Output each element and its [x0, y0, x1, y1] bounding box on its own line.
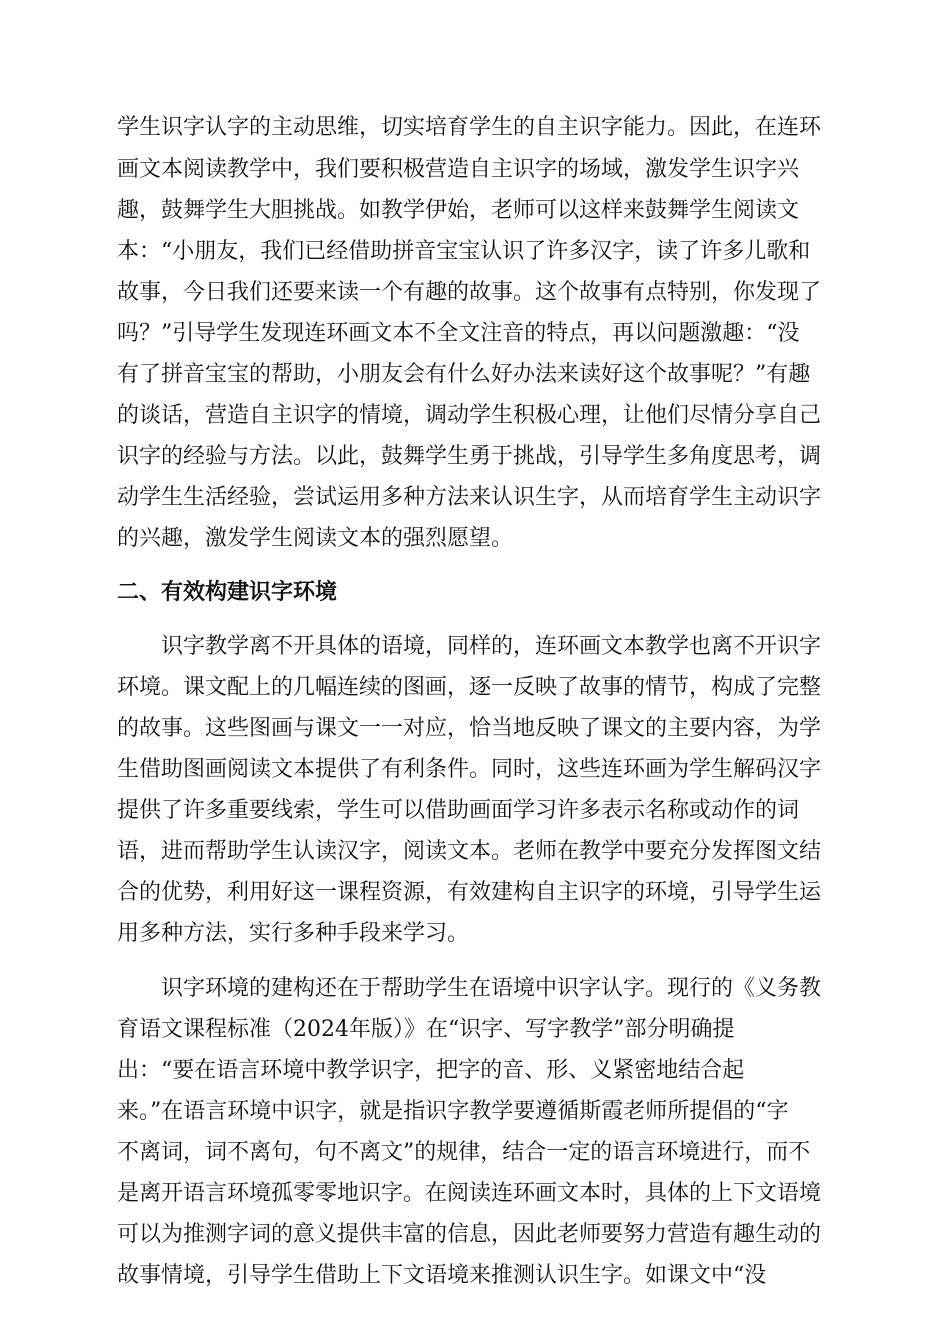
- text-line: 语，进而帮助学生认读汉字，阅读文本。老师在教学中要充分发挥图文结: [117, 839, 822, 864]
- text-line: 识字环境的建构还在于帮助学生在语境中识字认字。现行的《义务教: [161, 976, 822, 1001]
- text-line: 的谈话，营造自主识字的情境，调动学生积极心理，让他们尽情分享自己: [117, 403, 822, 428]
- text-line: 生借助图画阅读文本提供了有利条件。同时，这些连环画为学生解码汉字: [117, 757, 822, 782]
- text-line: 学生识字认字的主动思维，切实培育学生的自主识字能力。因此，在连环: [117, 115, 822, 140]
- text-line: 出：“要在语言环境中教学识字，把字的音、形、义紧密地结合起: [117, 1058, 745, 1083]
- text-line: 趣，鼓舞学生大胆挑战。如教学伊始，老师可以这样来鼓舞学生阅读文: [117, 198, 800, 223]
- text-line: 可以为推测字词的意义提供丰富的信息，因此老师要努力营造有趣生动的: [117, 1222, 822, 1247]
- text-line: 故事，今日我们还要来读一个有趣的故事。这个故事有点特别，你发现了: [117, 280, 822, 305]
- text-line: 不离词，词不离句，句不离文”的规律，结合一定的语言环境进行，而不: [117, 1140, 811, 1165]
- text-line: 本：“小朋友，我们已经借助拼音宝宝认识了许多汉字，读了许多儿歌和: [117, 239, 811, 264]
- text-line: 育语文课程标准（2024年版）》在“识字、写字教学”部分明确提: [117, 1017, 735, 1042]
- text-line: 用多种方法，实行多种手段来学习。: [117, 921, 470, 946]
- text-line: 识字的经验与方法。以此，鼓舞学生勇于挑战，引导学生多角度思考，调: [117, 444, 822, 469]
- text-line: 是离开语言环境孤零零地识字。在阅读连环画文本时，具体的上下文语境: [117, 1181, 822, 1206]
- text-line: 提供了许多重要线索，学生可以借助画面学习许多表示名称或动作的词: [117, 798, 800, 823]
- text-line: 识字教学离不开具体的语境，同样的，连环画文本教学也离不开识字: [161, 634, 822, 659]
- text-line: 有了拼音宝宝的帮助，小朋友会有什么好办法来读好这个故事呢？”有趣: [117, 362, 811, 387]
- text-line: 动学生生活经验，尝试运用多种方法来认识生字，从而培育学生主动识字: [117, 485, 822, 510]
- text-line: 的兴趣，激发学生阅读文本的强烈愿望。: [117, 526, 514, 551]
- text-line: 来。”在语言环境中识字，就是指识字教学要遵循斯霞老师所提倡的“字: [117, 1099, 789, 1124]
- text-line: 环境。课文配上的几幅连续的图画，逐一反映了故事的情节，构成了完整: [117, 675, 822, 700]
- text-line: 画文本阅读教学中，我们要积极营造自主识字的场域，激发学生识字兴: [117, 157, 800, 182]
- text-line: 故事情境，引导学生借助上下文语境来推测认识生字。如课文中“没: [117, 1263, 767, 1288]
- section-heading: 二、有效构建识字环境: [117, 580, 338, 605]
- text-line: 吗？”引导学生发现连环画文本不全文注音的特点，再以问题激趣：“没: [117, 321, 800, 346]
- text-line: 的故事。这些图画与课文一一对应，恰当地反映了课文的主要内容，为学: [117, 716, 822, 741]
- text-line: 合的优势，利用好这一课程资源，有效建构自主识字的环境，引导学生运: [117, 880, 822, 905]
